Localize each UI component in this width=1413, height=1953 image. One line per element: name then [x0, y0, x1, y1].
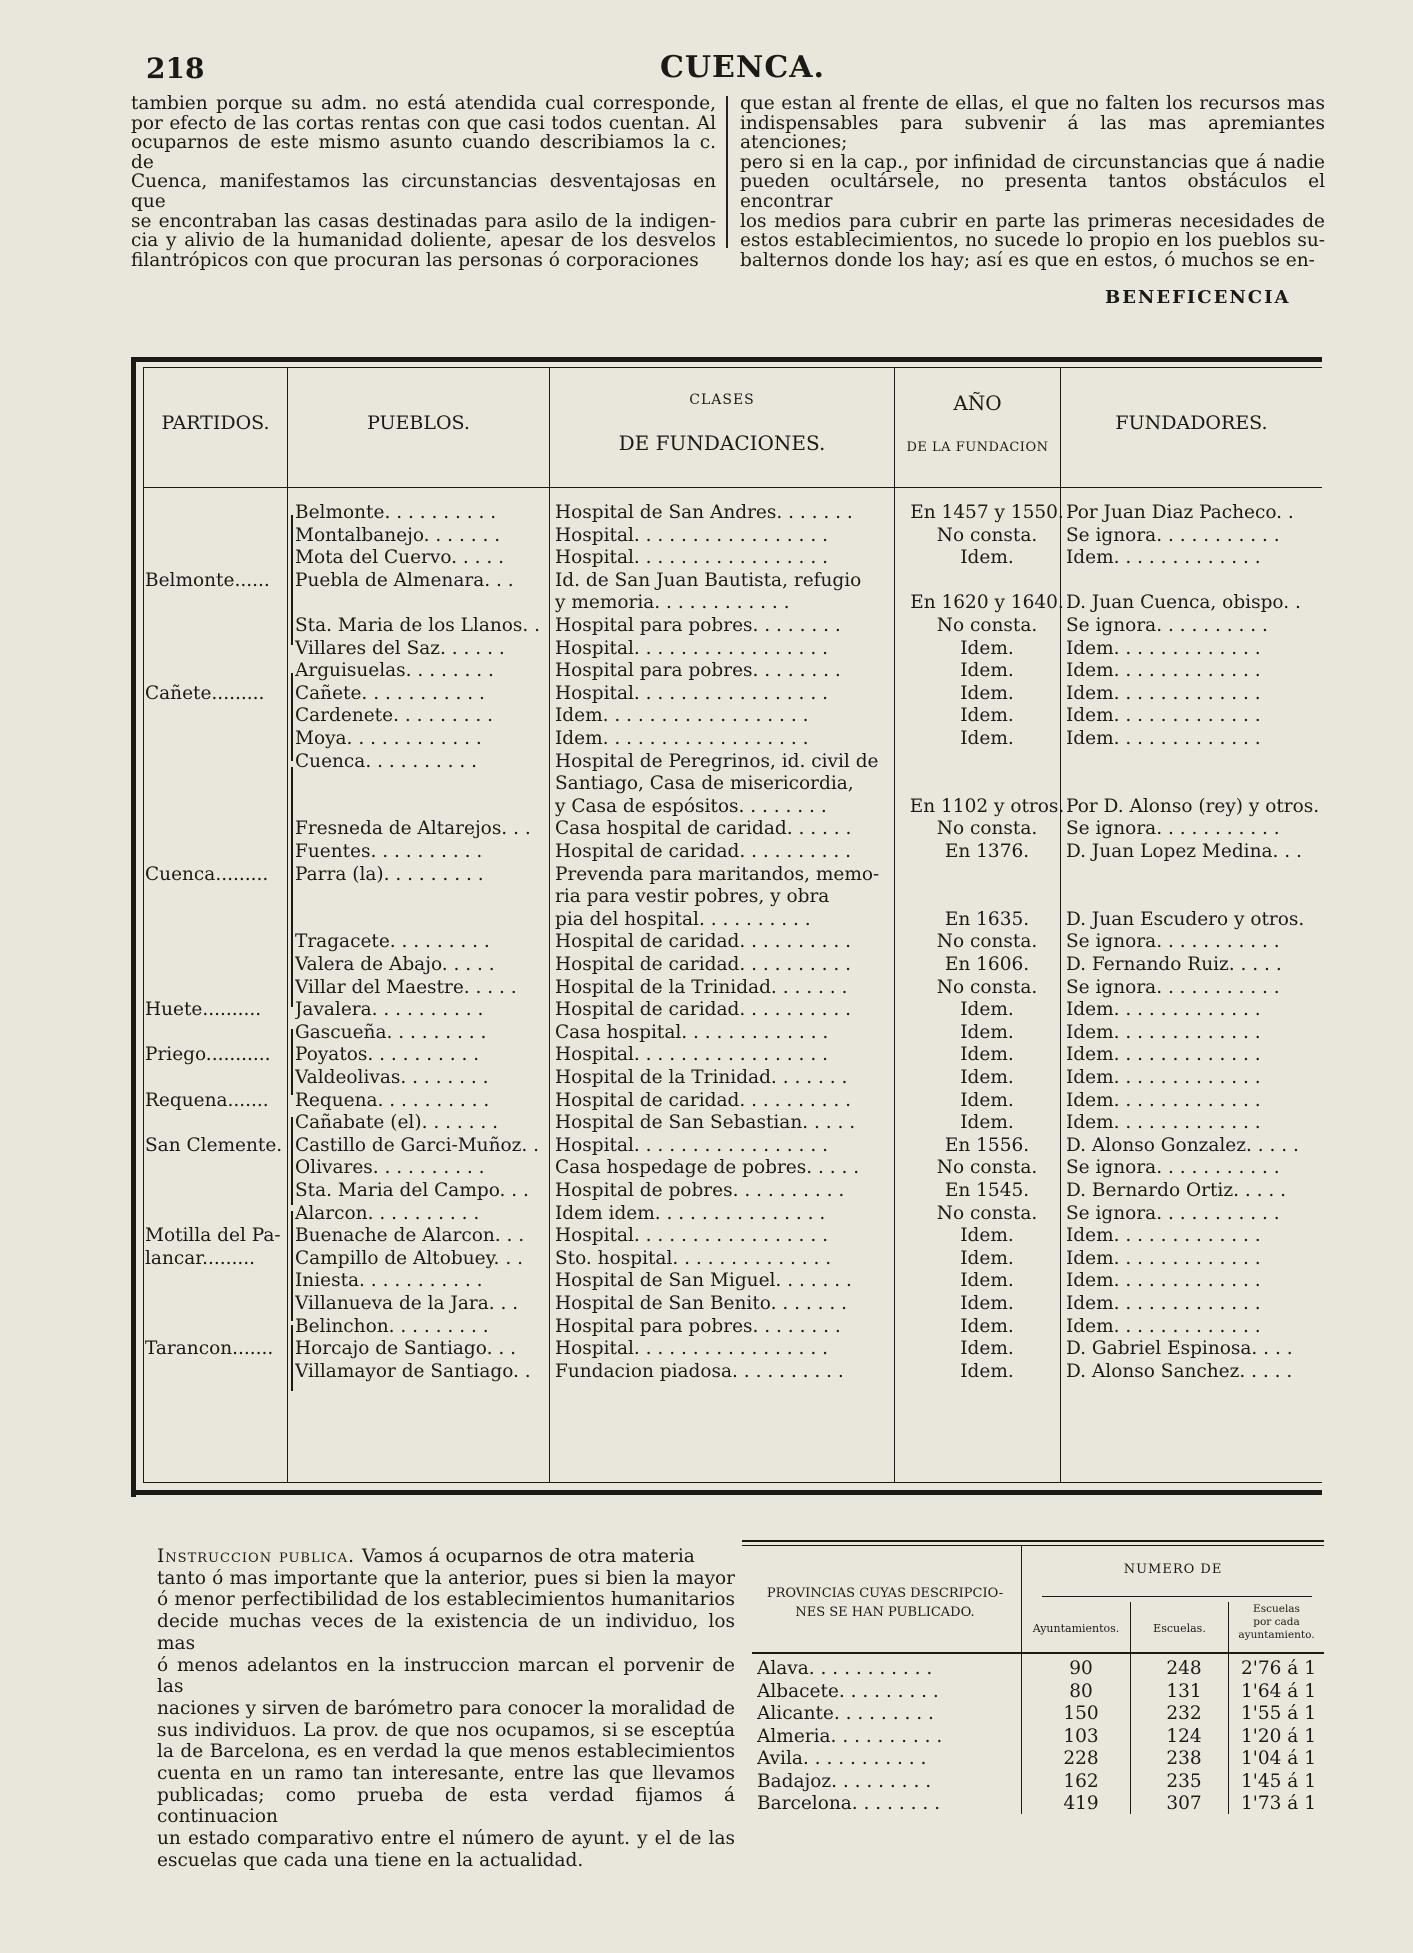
- cell-fundador: Idem. . . . . . . . . . . . .: [1066, 1067, 1261, 1088]
- cell-fundador: Idem. . . . . . . . . . . . .: [1066, 1089, 1261, 1111]
- header-ano: AÑO: [953, 391, 1002, 415]
- cell-fundador: Idem. . . . . . . . . . . . .: [1066, 637, 1261, 659]
- cell-fundador: D. Juan Cuenca, obispo. .: [1066, 592, 1301, 614]
- header-partidos: PARTIDOS.: [161, 412, 270, 434]
- cell-ano: En 1620 y 1640.: [910, 592, 1064, 614]
- cell-ano: No consta.: [936, 1157, 1038, 1179]
- schools-header-rule: [752, 1652, 1324, 1654]
- intro-line: Cuenca, manifestamos las circunstancias desventajosas en que: [131, 171, 716, 212]
- cell-ano: Idem.: [960, 547, 1014, 569]
- instruccion-heading: Instruccion publica.: [157, 1546, 362, 1567]
- cell-fundador: Idem. . . . . . . . . . . . .: [1066, 1021, 1261, 1043]
- header-clases: CLASES: [689, 392, 755, 408]
- cell-clase: Hospital. . . . . . . . . . . . . . . . .: [555, 1225, 828, 1247]
- instruccion-line: publicadas; como prueba de esta verdad fijamos á continuacion: [157, 1784, 735, 1828]
- cell-pueblo: Arguisuelas. . . . . . . .: [295, 660, 494, 682]
- cell-clase: Hospital. . . . . . . . . . . . . . . . .: [555, 547, 828, 569]
- table-row: [131, 886, 1322, 909]
- cell-partido: Requena.......: [145, 1089, 269, 1111]
- cell-fundador: Idem. . . . . . . . . . . . .: [1066, 1270, 1261, 1292]
- header-pueblos: PUEBLOS.: [367, 412, 470, 434]
- cell-clase: Santiago, Casa de misericordia,: [555, 773, 854, 795]
- cell-clase: Hospital de la Trinidad. . . . . . .: [555, 1067, 848, 1088]
- cell-clase: Hospital de caridad. . . . . . . . . .: [555, 841, 852, 862]
- cell-fundador: D. Alonso Gonzalez. . . . .: [1066, 1134, 1299, 1156]
- table-row: [131, 570, 1322, 593]
- header-ano-fundacion: DE LA FUNDACION: [906, 440, 1049, 455]
- schools-row: [742, 1748, 1324, 1771]
- cell-clase: Idem. . . . . . . . . . . . . . . . . .: [555, 705, 809, 727]
- cell-escuelas: 131: [1166, 1680, 1202, 1702]
- schools-header-por-1: Escuelas: [1253, 1603, 1300, 1615]
- cell-fundador: Por D. Alonso (rey) y otros.: [1066, 795, 1320, 817]
- cell-pueblo: Villares del Saz. . . . . .: [295, 637, 505, 659]
- beneficencia-table: [131, 357, 1322, 1497]
- cell-ayuntamientos: 80: [1069, 1680, 1093, 1702]
- schools-top-inner-rule: [742, 1545, 1324, 1546]
- cell-pueblo: Fuentes. . . . . . . . . .: [295, 841, 483, 862]
- table-row: [131, 1067, 1322, 1090]
- table-bottom-rule: [131, 1490, 1322, 1495]
- cell-fundador: Idem. . . . . . . . . . . . .: [1066, 1044, 1261, 1066]
- cell-pueblo: Buenache de Alarcon. . .: [295, 1225, 525, 1247]
- cell-ano: Idem.: [960, 682, 1014, 704]
- table-top-rule: [131, 357, 1322, 362]
- cell-clase: Sto. hospital. . . . . . . . . . . . . .: [555, 1247, 832, 1269]
- cell-ano: En 1556.: [944, 1134, 1030, 1156]
- cell-clase: pia del hospital. . . . . . . . . .: [555, 908, 811, 930]
- cell-fundador: Idem. . . . . . . . . . . . .: [1066, 1247, 1261, 1269]
- cell-fundador: D. Bernardo Ortiz. . . . .: [1066, 1180, 1287, 1201]
- schools-row: [742, 1771, 1324, 1794]
- schools-header-por: [1229, 1603, 1324, 1642]
- intro-line: se encontraban las casas destinadas para asilo de la indigen-: [131, 210, 716, 232]
- cell-partido: Motilla del Pa-: [145, 1225, 281, 1247]
- cell-ano: Idem.: [960, 1112, 1014, 1134]
- cell-ano: Idem.: [960, 1293, 1014, 1314]
- table-row: [131, 818, 1322, 841]
- cell-fundador: Idem. . . . . . . . . . . . .: [1066, 1225, 1261, 1247]
- cell-ano: En 1635.: [944, 908, 1030, 930]
- table-row: [131, 977, 1322, 1000]
- cell-clase: Hospital. . . . . . . . . . . . . . . . .: [555, 1134, 828, 1156]
- cell-ano: En 1606.: [944, 954, 1030, 975]
- intro-left-column: [131, 94, 716, 270]
- schools-row: [742, 1793, 1324, 1816]
- instruccion-line: un estado comparativo entre el número de ayunt. y el de las: [157, 1828, 735, 1850]
- cell-clase: Hospital de San Andres. . . . . . .: [555, 502, 853, 523]
- instruccion-line: cuenta en un ramo tan interesante, entre las que llevamos: [157, 1763, 735, 1785]
- cell-fundador: Se ignora. . . . . . . . . . .: [1066, 976, 1280, 998]
- page-title: CUENCA.: [660, 50, 825, 85]
- table-row: [131, 1112, 1322, 1135]
- cell-provincia: Almeria. . . . . . . . . .: [757, 1725, 943, 1747]
- cell-provincia: Alava. . . . . . . . . . .: [757, 1658, 933, 1679]
- cell-fundador: Idem. . . . . . . . . . . . .: [1066, 705, 1261, 727]
- cell-partido: lancar.........: [145, 1247, 255, 1269]
- cell-pueblo: Mota del Cuervo. . . . .: [295, 547, 505, 569]
- cell-ayuntamientos: 90: [1069, 1658, 1093, 1679]
- cell-por-ayuntamiento: 1'04 á 1: [1241, 1748, 1316, 1769]
- cell-clase: Casa hospedage de pobres. . . . .: [555, 1157, 860, 1179]
- cell-ayuntamientos: 228: [1063, 1748, 1099, 1769]
- cell-provincia: Barcelona. . . . . . . .: [757, 1793, 940, 1814]
- cell-pueblo: Parra (la). . . . . . . . .: [295, 863, 484, 885]
- cell-ano: En 1376.: [944, 841, 1030, 862]
- cell-partido: Cuenca.........: [145, 863, 269, 885]
- cell-pueblo: Olivares. . . . . . . . . .: [295, 1157, 485, 1179]
- table-row: [131, 751, 1322, 774]
- schools-row: [742, 1681, 1324, 1704]
- instruccion-line: ó menos adelantos en la instruccion marcan el porvenir de las: [157, 1654, 735, 1698]
- cell-ano: En 1102 y otros.: [909, 795, 1065, 817]
- cell-fundador: Se ignora. . . . . . . . . . .: [1066, 1157, 1280, 1179]
- cell-pueblo: Cañete. . . . . . . . . . .: [295, 682, 485, 704]
- cell-escuelas: 248: [1166, 1658, 1202, 1679]
- cell-provincia: Albacete. . . . . . . . .: [757, 1680, 939, 1702]
- cell-fundador: Idem. . . . . . . . . . . . .: [1066, 999, 1261, 1021]
- cell-ano: En 1545.: [944, 1180, 1030, 1201]
- table-row: [131, 1135, 1322, 1158]
- table-row: [131, 841, 1322, 864]
- cell-partido: Cañete.........: [145, 682, 265, 704]
- cell-escuelas: 235: [1166, 1770, 1202, 1792]
- cell-ayuntamientos: 103: [1063, 1725, 1099, 1747]
- cell-clase: Prevenda para maritandos, memo-: [555, 863, 880, 885]
- cell-pueblo: Alarcon. . . . . . . . . .: [295, 1202, 480, 1224]
- cell-fundador: D. Fernando Ruiz. . . . .: [1066, 954, 1282, 975]
- cell-clase: Casa hospital. . . . . . . . . . . . .: [555, 1021, 829, 1043]
- cell-ano: No consta.: [936, 615, 1038, 636]
- cell-pueblo: Moya. . . . . . . . . . . .: [295, 728, 482, 749]
- cell-por-ayuntamiento: 2'76 á 1: [1241, 1658, 1316, 1679]
- table-row: [131, 864, 1322, 887]
- cell-clase: Hospital de caridad. . . . . . . . . .: [555, 954, 852, 975]
- table-row: [131, 1044, 1322, 1067]
- intro-line: que estan al frente de ellas, el que no falten los recursos mas: [740, 93, 1325, 114]
- table-bottom-inner-rule: [143, 1482, 1322, 1483]
- intro-line: pero si en la cap., por infinidad de circunstancias que á nadie: [740, 151, 1325, 173]
- intro-line: los medios para cubrir en parte las primeras necesidades de: [740, 210, 1325, 232]
- schools-header-prov-1: PROVINCIAS CUYAS DESCRIPCIO-: [766, 1586, 1004, 1601]
- instruccion-line: Vamos á ocuparnos de otra materia: [361, 1546, 695, 1567]
- cell-fundador: Idem. . . . . . . . . . . . .: [1066, 660, 1261, 682]
- cell-clase: Hospital de San Sebastian. . . . .: [555, 1112, 856, 1134]
- cell-pueblo: Puebla de Almenara. . .: [295, 569, 514, 591]
- intro-line: pueden ocultársele, no presenta tantos obstáculos el encontrar: [740, 171, 1325, 212]
- intro-right-column: [740, 94, 1325, 270]
- table-row: [131, 1180, 1322, 1203]
- cell-clase: Hospital de caridad. . . . . . . . . .: [555, 999, 852, 1021]
- table-row: [131, 954, 1322, 977]
- cell-clase: Idem. . . . . . . . . . . . . . . . . .: [555, 728, 809, 749]
- cell-ano: No consta.: [936, 931, 1038, 953]
- cell-pueblo: Sta. Maria del Campo. . .: [295, 1180, 529, 1201]
- cell-clase: Hospital para pobres. . . . . . . .: [555, 615, 841, 636]
- cell-ano: Idem.: [960, 1225, 1014, 1247]
- cell-pueblo: Gascueña. . . . . . . . .: [295, 1021, 487, 1043]
- cell-pueblo: Campillo de Altobuey. . .: [295, 1247, 523, 1269]
- table-row: [131, 1361, 1322, 1384]
- table-row: [131, 1248, 1322, 1271]
- cell-ano: Idem.: [960, 1360, 1014, 1382]
- cell-partido: Tarancon.......: [145, 1338, 274, 1360]
- intro-line: tambien porque su adm. no está atendida cual corresponde,: [131, 93, 716, 114]
- cell-clase: Hospital para pobres. . . . . . . .: [555, 660, 841, 682]
- schools-header-escuelas: Escuelas.: [1153, 1622, 1206, 1635]
- cell-ayuntamientos: 162: [1063, 1770, 1099, 1792]
- cell-pueblo: Javalera. . . . . . . . . .: [295, 999, 484, 1021]
- cell-pueblo: Montalbanejo. . . . . . .: [295, 524, 501, 546]
- cell-ano: Idem.: [960, 1338, 1014, 1360]
- cell-clase: Hospital de Peregrinos, id. civil de: [555, 750, 879, 772]
- instruccion-line: sus individuos. La prov. de que nos ocupamos, si se esceptúa: [157, 1719, 735, 1741]
- instruccion-line: decide muchas veces de la existencia de un individuo, los mas: [157, 1611, 735, 1654]
- cell-clase: Id. de San Juan Bautista, refugio: [555, 569, 862, 591]
- table-row: [131, 1225, 1322, 1248]
- cell-pueblo: Belmonte. . . . . . . . . .: [295, 502, 497, 523]
- table-row: [131, 773, 1322, 796]
- header-fundadores: FUNDADORES.: [1115, 412, 1268, 434]
- cell-ano: En 1457 y 1550.: [910, 502, 1064, 523]
- cell-ano: Idem.: [960, 1067, 1014, 1088]
- cell-pueblo: Tragacete. . . . . . . . .: [295, 931, 490, 953]
- cell-ano: Idem.: [960, 1247, 1014, 1269]
- cell-clase: Hospital de caridad. . . . . . . . . .: [555, 931, 852, 953]
- intro-line: indispensables para subvenir á las mas apremiantes atenciones;: [740, 112, 1325, 154]
- cell-pueblo: Iniesta. . . . . . . . . . .: [295, 1270, 483, 1292]
- cell-fundador: D. Gabriel Espinosa. . . .: [1066, 1338, 1293, 1360]
- cell-pueblo: Cañabate (el). . . . . . .: [295, 1112, 499, 1134]
- cell-ayuntamientos: 419: [1063, 1793, 1099, 1814]
- schools-numero-rule: [1042, 1596, 1312, 1597]
- intro-line: balternos donde los hay; así es que en estos, ó muchos se en-: [740, 249, 1315, 271]
- table-row: [131, 1338, 1322, 1361]
- cell-pueblo: Castillo de Garci-Muñoz. .: [295, 1134, 540, 1156]
- schools-row: [742, 1703, 1324, 1726]
- cell-pueblo: Belinchon. . . . . . . . .: [295, 1315, 489, 1337]
- cell-clase: Casa hospital de caridad. . . . . .: [555, 818, 852, 840]
- cell-fundador: Idem. . . . . . . . . . . . .: [1066, 1293, 1261, 1314]
- cell-clase: Hospital. . . . . . . . . . . . . . . . .: [555, 682, 828, 704]
- cell-ano: Idem.: [960, 1270, 1014, 1292]
- section-title: BENEFICENCIA: [1105, 287, 1291, 308]
- cell-fundador: D. Alonso Sanchez. . . . .: [1066, 1360, 1293, 1382]
- cell-clase: Hospital. . . . . . . . . . . . . . . . .: [555, 524, 828, 546]
- cell-fundador: D. Juan Escudero y otros.: [1066, 908, 1305, 930]
- table-row: [131, 1203, 1322, 1226]
- table-row: [131, 615, 1322, 638]
- cell-por-ayuntamiento: 1'64 á 1: [1241, 1680, 1316, 1702]
- cell-provincia: Badajoz. . . . . . . . .: [757, 1770, 932, 1792]
- cell-partido: Huete..........: [145, 999, 262, 1021]
- cell-pueblo: Villamayor de Santiago. .: [295, 1360, 531, 1382]
- cell-pueblo: Villar del Maestre. . . . .: [295, 976, 517, 998]
- instruccion-line: naciones y sirven de barómetro para conocer la moralidad de: [157, 1697, 735, 1719]
- table-row: [131, 1022, 1322, 1045]
- cell-fundador: Se ignora. . . . . . . . . .: [1066, 615, 1268, 636]
- instruccion-line: tanto ó mas importante que la anterior, pues si bien la mayor: [157, 1567, 735, 1589]
- table-row: [131, 502, 1322, 525]
- cell-ano: Idem.: [960, 705, 1014, 727]
- table-row: [131, 1157, 1322, 1180]
- cell-fundador: Idem. . . . . . . . . . . . .: [1066, 682, 1261, 704]
- cell-por-ayuntamiento: 1'20 á 1: [1241, 1725, 1316, 1747]
- schools-header-prov: [750, 1584, 1020, 1622]
- cell-clase: Hospital de San Miguel. . . . . . .: [555, 1270, 852, 1292]
- cell-pueblo: Cuenca. . . . . . . . . .: [295, 750, 478, 772]
- intro-line: por efecto de las cortas rentas con que casi todos cuentan. Al: [131, 112, 716, 134]
- intro-line: cia y alivio de la humanidad doliente, apesar de los desvelos: [131, 230, 716, 252]
- schools-row: [742, 1658, 1324, 1681]
- table-row: [131, 525, 1322, 548]
- table-row: [131, 1316, 1322, 1339]
- cell-escuelas: 307: [1166, 1793, 1202, 1814]
- cell-clase: Hospital de pobres. . . . . . . . . .: [555, 1180, 845, 1201]
- schools-table: [742, 1540, 1324, 1820]
- cell-ano: No consta.: [936, 1202, 1038, 1224]
- cell-fundador: Se ignora. . . . . . . . . . .: [1066, 1202, 1280, 1224]
- cell-fundador: Idem. . . . . . . . . . . . .: [1066, 547, 1261, 569]
- cell-fundador: Idem. . . . . . . . . . . . .: [1066, 1112, 1261, 1134]
- cell-pueblo: Cardenete. . . . . . . . .: [295, 705, 494, 727]
- cell-fundador: D. Juan Lopez Medina. . .: [1066, 841, 1302, 862]
- cell-ano: Idem.: [960, 728, 1014, 749]
- cell-fundador: Por Juan Diaz Pacheco. .: [1066, 502, 1294, 523]
- schools-header-por-2: por cada: [1253, 1616, 1300, 1628]
- cell-fundador: Se ignora. . . . . . . . . . .: [1066, 931, 1280, 953]
- instruccion-line: escuelas que cada una tiene en la actualidad.: [157, 1849, 584, 1871]
- cell-ayuntamientos: 150: [1063, 1703, 1099, 1724]
- cell-por-ayuntamiento: 1'45 á 1: [1241, 1770, 1316, 1792]
- cell-pueblo: Horcajo de Santiago. . .: [295, 1338, 516, 1360]
- cell-clase: ria para vestir pobres, y obra: [555, 886, 830, 908]
- cell-ano: Idem.: [960, 999, 1014, 1021]
- cell-clase: Hospital de la Trinidad. . . . . . .: [555, 976, 848, 998]
- cell-clase: Hospital. . . . . . . . . . . . . . . . .: [555, 637, 828, 659]
- cell-clase: Hospital de caridad. . . . . . . . . .: [555, 1089, 852, 1111]
- cell-pueblo: Valdeolivas. . . . . . . .: [295, 1067, 489, 1088]
- cell-escuelas: 124: [1166, 1725, 1202, 1747]
- table-row: [131, 1090, 1322, 1113]
- cell-pueblo: Fresneda de Altarejos. . .: [295, 818, 531, 840]
- cell-fundador: Se ignora. . . . . . . . . . .: [1066, 818, 1280, 840]
- schools-header-ayunt: Ayuntamientos.: [1032, 1622, 1120, 1635]
- table-row: [131, 705, 1322, 728]
- header-fundaciones: DE FUNDACIONES.: [618, 431, 826, 455]
- intro-line: filantrópicos con que procuran las personas ó corporaciones: [131, 249, 699, 271]
- cell-fundador: Se ignora. . . . . . . . . . .: [1066, 524, 1280, 546]
- schools-header-prov-2: NES SE HAN PUBLICADO.: [795, 1605, 975, 1620]
- column-divider: [726, 96, 728, 248]
- cell-ano: Idem.: [960, 1315, 1014, 1337]
- cell-por-ayuntamiento: 1'73 á 1: [1241, 1793, 1316, 1814]
- cell-pueblo: Valera de Abajo. . . . .: [295, 954, 495, 975]
- cell-ano: No consta.: [936, 818, 1038, 840]
- table-row: [131, 909, 1322, 932]
- page-number: 218: [146, 52, 205, 85]
- table-row: [131, 592, 1322, 615]
- instruccion-line: ó menor perfectibilidad de los establecimientos humanitarios: [157, 1589, 735, 1611]
- cell-pueblo: Requena. . . . . . . . . .: [295, 1089, 490, 1111]
- table-row: [131, 796, 1322, 819]
- instruccion-line: la de Barcelona, es en verdad la que menos establecimientos: [157, 1741, 735, 1763]
- cell-ano: Idem.: [960, 1021, 1014, 1043]
- cell-clase: Idem idem. . . . . . . . . . . . . . .: [555, 1202, 826, 1224]
- cell-escuelas: 238: [1166, 1748, 1202, 1769]
- table-row: [131, 638, 1322, 661]
- cell-ano: Idem.: [960, 637, 1014, 659]
- cell-pueblo: Sta. Maria de los Llanos. .: [295, 615, 541, 636]
- cell-provincia: Alicante. . . . . . . . .: [757, 1703, 934, 1724]
- cell-pueblo: Villanueva de la Jara. . .: [295, 1293, 519, 1314]
- instruccion-publica-text: [157, 1546, 735, 1872]
- cell-pueblo: Poyatos. . . . . . . . . .: [295, 1044, 480, 1066]
- cell-clase: Fundacion piadosa. . . . . . . . . .: [555, 1360, 844, 1382]
- cell-ano: No consta.: [936, 524, 1038, 546]
- cell-ano: No consta.: [936, 976, 1038, 998]
- table-row: [131, 547, 1322, 570]
- cell-fundador: Idem. . . . . . . . . . . . .: [1066, 1315, 1261, 1337]
- cell-clase: Hospital. . . . . . . . . . . . . . . . .: [555, 1338, 828, 1360]
- cell-clase: Hospital. . . . . . . . . . . . . . . . .: [555, 1044, 828, 1066]
- intro-line: estos establecimientos, no sucede lo propio en los pueblos su-: [740, 230, 1325, 252]
- cell-fundador: Idem. . . . . . . . . . . . .: [1066, 728, 1261, 749]
- table-row: [131, 1293, 1322, 1316]
- cell-provincia: Avila. . . . . . . . . . .: [757, 1748, 927, 1769]
- cell-clase: y Casa de espósitos. . . . . . . .: [555, 795, 827, 817]
- table-row: [131, 999, 1322, 1022]
- cell-partido: San Clemente.: [145, 1134, 283, 1156]
- intro-line: ocuparnos de este mismo asunto cuando describiamos la c. de: [131, 132, 716, 173]
- table-row: [131, 660, 1322, 683]
- cell-por-ayuntamiento: 1'55 á 1: [1241, 1703, 1316, 1724]
- table-row: [131, 683, 1322, 706]
- cell-clase: Hospital de San Benito. . . . . . .: [555, 1293, 848, 1314]
- header-rule: [143, 487, 1322, 488]
- cell-ano: Idem.: [960, 660, 1014, 682]
- table-top-inner-rule: [143, 367, 1322, 368]
- cell-partido: Belmonte......: [145, 569, 270, 591]
- schools-header-numero: NUMERO DE: [1123, 1562, 1223, 1577]
- table-row: [131, 1270, 1322, 1293]
- schools-header-por-3: ayuntamiento.: [1238, 1629, 1315, 1641]
- cell-ano: Idem.: [960, 1044, 1014, 1066]
- cell-clase: y memoria. . . . . . . . . . . .: [555, 592, 790, 614]
- schools-top-rule: [742, 1540, 1324, 1542]
- cell-clase: Hospital para pobres. . . . . . . .: [555, 1315, 841, 1337]
- cell-ano: Idem.: [960, 1089, 1014, 1111]
- table-row: [131, 931, 1322, 954]
- cell-partido: Priego...........: [145, 1044, 271, 1066]
- schools-row: [742, 1726, 1324, 1749]
- cell-escuelas: 232: [1166, 1703, 1202, 1724]
- table-row: [131, 728, 1322, 751]
